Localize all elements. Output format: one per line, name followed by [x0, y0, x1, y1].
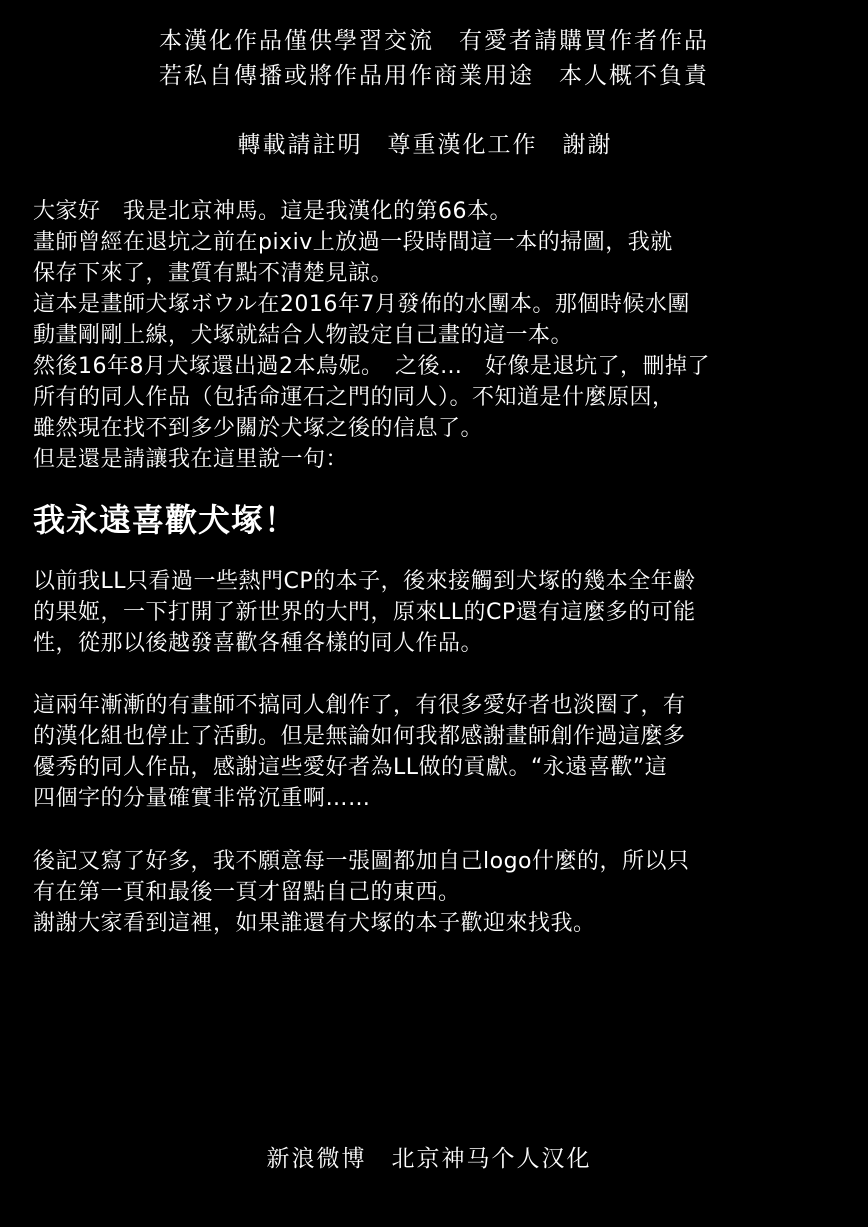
text-line: 畫師曾經在退坑之前在pixiv上放過一段時間這一本的掃圖，我就: [33, 230, 673, 255]
text-line: 保存下來了，畫質有點不清楚見諒。: [33, 261, 394, 286]
intro-paragraph: [33, 196, 843, 475]
text-line: 這兩年漸漸的有畫師不搞同人創作了，有很多愛好者也淡圈了，有: [33, 693, 686, 718]
text-line: 四個字的分量確實非常沉重啊……: [33, 786, 371, 811]
text-line: 動畫剛剛上線，犬塚就結合人物設定自己畫的這一本。: [33, 323, 574, 348]
text-line: 謝謝大家看到這裡，如果誰還有犬塚的本子歡迎來找我。: [33, 911, 596, 936]
text-line: 這本是畫師犬塚ボウル在2016年7月發佈的水團本。那個時候水團: [33, 292, 690, 317]
text-line: 然後16年8月犬塚還出過2本鳥妮。 之後… 好像是退坑了，刪掉了: [33, 354, 710, 379]
text-line: 大家好 我是北京神馬。這是我漢化的第66本。: [33, 199, 512, 224]
disclaimer-block: [0, 24, 868, 94]
text-line: 以前我LL只看過一些熱門CP的本子，後來接觸到犬塚的幾本全年齡: [33, 569, 696, 594]
text-line: 所有的同人作品（包括命運石之門的同人）。不知道是什麼原因，: [33, 385, 675, 410]
paragraph-3: [33, 846, 843, 939]
text-line: 的漢化組也停止了活動。但是無論如何我都感謝畫師創作過這麼多: [33, 724, 686, 749]
text-line: 但是還是請讓我在這里說一句：: [33, 447, 349, 472]
footer-credit: 新浪微博 北京神马个人汉化: [266, 1146, 592, 1172]
disclaimer-line: 若私自傳播或將作品用作商業用途 本人概不負責: [159, 63, 709, 89]
text-line: 雖然現在找不到多少關於犬塚之後的信息了。: [33, 416, 484, 441]
paragraph-2: [33, 690, 843, 814]
paragraph-1: [33, 566, 843, 659]
repost-notice: 轉載請註明 尊重漢化工作 謝謝: [237, 132, 613, 158]
text-line: 後記又寫了好多，我不願意每一張圖都加自己logo什麼的，所以只: [33, 849, 690, 874]
highlight-statement: 我永遠喜歡犬塚！: [33, 501, 298, 539]
disclaimer-line: 本漢化作品僅供學習交流 有愛者請購買作者作品: [159, 28, 709, 54]
text-line: 性，從那以後越發喜歡各種各樣的同人作品。: [33, 631, 484, 656]
text-line: 優秀的同人作品，感謝這些愛好者為LL做的貢獻。“永遠喜歡”這: [33, 755, 668, 780]
text-line: 的果姬，一下打開了新世界的大門，原來LL的CP還有這麼多的可能: [33, 600, 696, 625]
text-line: 有在第一頁和最後一頁才留點自己的東西。: [33, 880, 461, 905]
